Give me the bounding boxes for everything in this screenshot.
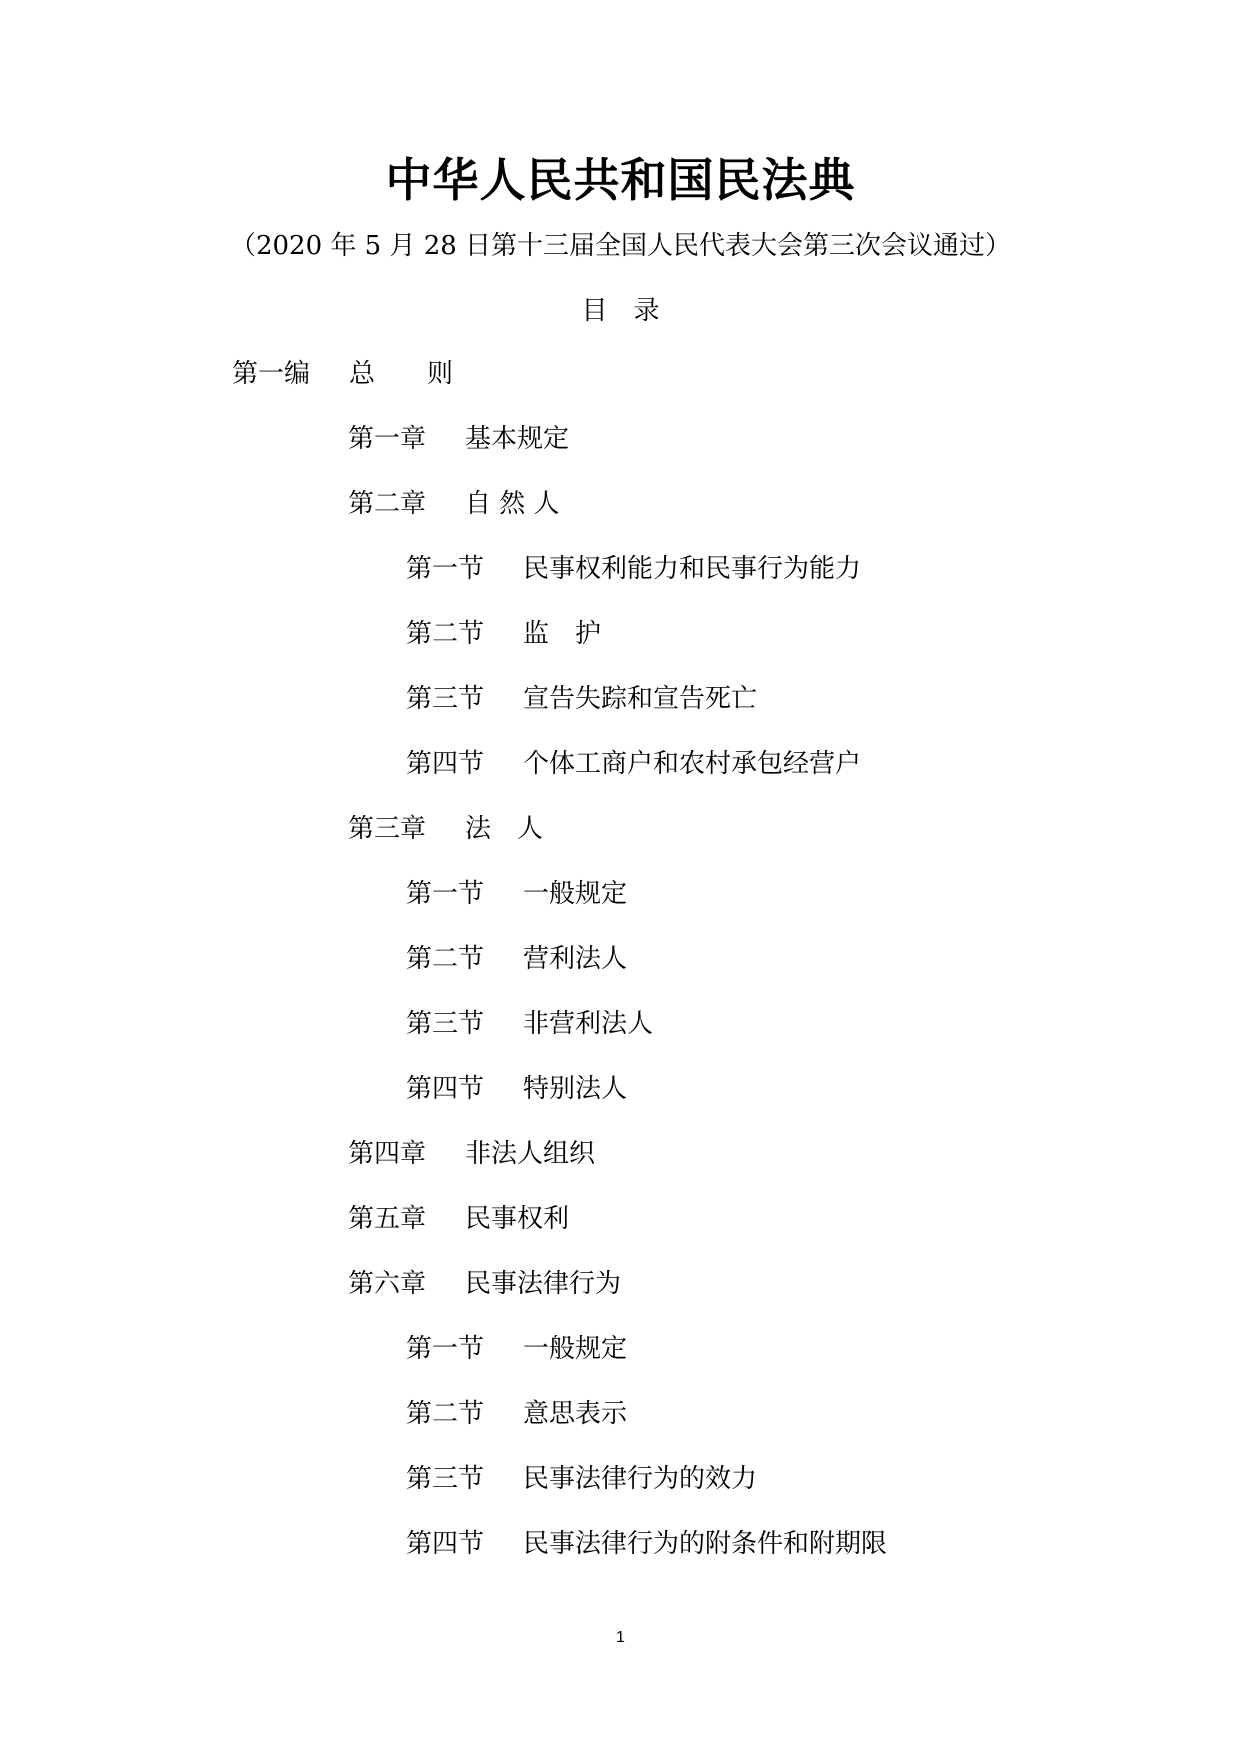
- toc-number: 第三节: [406, 1009, 485, 1039]
- toc-label: 一般规定: [523, 1334, 628, 1364]
- toc-label: 基本规定: [465, 424, 570, 454]
- document-title: 中华人民共和国民法典: [385, 153, 856, 207]
- toc-label: 宣告失踪和宣告死亡: [523, 684, 758, 714]
- toc-number: 第一节: [406, 879, 485, 909]
- toc-chapter-1: [0, 421, 1241, 486]
- toc-chapter-4: [0, 1136, 1241, 1201]
- toc-chapter-6: [0, 1266, 1241, 1331]
- toc-chapter-5: [0, 1201, 1241, 1266]
- toc-section: [0, 1396, 1241, 1461]
- toc-number: 第三章: [348, 814, 427, 844]
- toc-label: 法 人: [465, 814, 544, 844]
- toc-number: 第二章: [348, 489, 427, 519]
- toc-section: [0, 1461, 1241, 1526]
- toc-label: 特别法人: [523, 1074, 628, 1104]
- toc-number: 第三节: [406, 1464, 485, 1494]
- toc-label: 民事法律行为: [465, 1269, 622, 1299]
- toc-label: 非法人组织: [465, 1139, 596, 1169]
- toc-number: 第一章: [348, 424, 427, 454]
- toc-section: [0, 1526, 1241, 1591]
- toc-number: 第二节: [406, 1399, 485, 1429]
- toc-section: [0, 616, 1241, 681]
- toc-label: 民事权利: [465, 1204, 570, 1234]
- toc-section: [0, 681, 1241, 746]
- table-of-contents: [0, 356, 1241, 1591]
- toc-label: 民事法律行为的效力: [523, 1464, 758, 1494]
- toc-label: 营利法人: [523, 944, 628, 974]
- toc-number: 第六章: [348, 1269, 427, 1299]
- toc-label: 自 然 人: [465, 489, 560, 519]
- toc-section: [0, 941, 1241, 1006]
- toc-label: 个体工商户和农村承包经营户: [523, 749, 862, 779]
- toc-part-1: [0, 356, 1241, 421]
- toc-number: 第一编: [232, 359, 311, 389]
- toc-section: [0, 876, 1241, 941]
- toc-section: [0, 1331, 1241, 1396]
- toc-section: [0, 1006, 1241, 1071]
- toc-number: 第二节: [406, 619, 485, 649]
- page-number: 1: [616, 1629, 625, 1646]
- toc-chapter-2: [0, 486, 1241, 551]
- toc-label: 监 护: [523, 619, 602, 649]
- toc-label: 民事权利能力和民事行为能力: [523, 554, 862, 584]
- toc-number: 第二节: [406, 944, 485, 974]
- toc-label: 总 则: [349, 359, 454, 389]
- toc-number: 第五章: [348, 1204, 427, 1234]
- toc-section: [0, 551, 1241, 616]
- toc-label: 一般规定: [523, 879, 628, 909]
- toc-section: [0, 746, 1241, 811]
- toc-number: 第一节: [406, 554, 485, 584]
- toc-label: 意思表示: [523, 1399, 628, 1429]
- toc-chapter-3: [0, 811, 1241, 876]
- toc-number: 第四章: [348, 1139, 427, 1169]
- toc-number: 第四节: [406, 1074, 485, 1104]
- toc-section: [0, 1071, 1241, 1136]
- toc-label: 民事法律行为的附条件和附期限: [523, 1529, 888, 1559]
- toc-number: 第四节: [406, 1529, 485, 1559]
- toc-number: 第一节: [406, 1334, 485, 1364]
- toc-label: 非营利法人: [523, 1009, 654, 1039]
- toc-heading: 目 录: [581, 296, 660, 326]
- document-subtitle: （2020 年 5 月 28 日第十三届全国人民代表大会第三次会议通过）: [229, 231, 1012, 261]
- toc-number: 第四节: [406, 749, 485, 779]
- toc-number: 第三节: [406, 684, 485, 714]
